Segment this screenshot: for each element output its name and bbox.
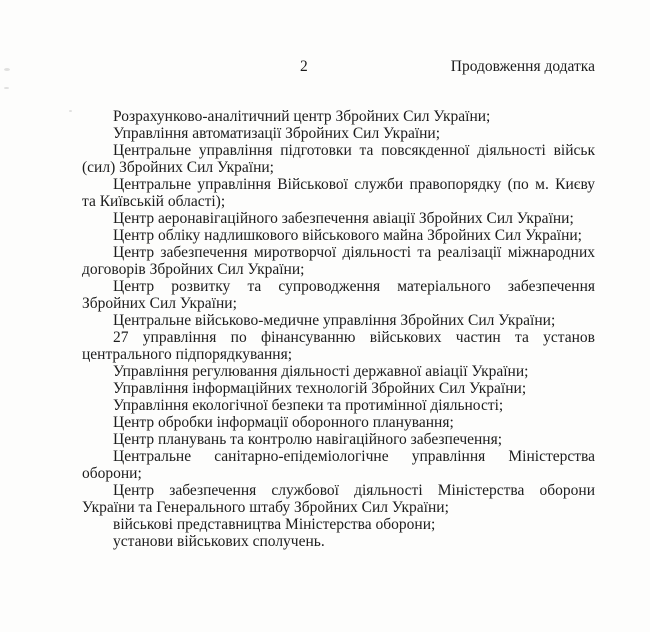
paragraph: Управління автоматизації Збройних Сил України; <box>113 125 441 142</box>
document-body <box>82 108 595 550</box>
scan-artifact <box>4 68 10 71</box>
paragraph: Центральне санітарно-епідеміологічне управління Міністерства оборони; <box>82 448 595 482</box>
paragraph: Центральне управління підготовки та повсякденної діяльності військ (сил) Збройних Сил України; <box>82 142 595 176</box>
paragraph: Центр обробки інформації оборонного планування; <box>113 414 454 431</box>
paragraph: 27 управління по фінансуванню військових частин та установ центрального підпорядкування; <box>82 329 595 363</box>
scan-artifact <box>4 87 9 89</box>
paragraph: Центр аеронавігаційного забезпечення авіації Збройних Сил України; <box>113 210 574 227</box>
paragraph: Центр планувань та контролю навігаційного забезпечення; <box>113 431 503 448</box>
paragraph: Управління інформаційних технологій Збройних Сил України; <box>113 380 527 397</box>
paragraph: установи військових сполучень. <box>113 533 325 550</box>
paragraph: Центр обліку надлишкового військового майна Збройних Сил України; <box>113 227 582 244</box>
scan-artifact <box>69 110 72 112</box>
page-number: 2 <box>300 58 308 75</box>
paragraph: Центральне управління Військової служби правопорядку (по м. Києву та Київській області); <box>82 176 595 210</box>
continuation-note: Продовження додатка <box>450 58 595 75</box>
paragraph: військові представництва Міністерства оборони; <box>113 516 436 533</box>
paragraph: Центр забезпечення миротворчої діяльності та реалізації міжнародних договорів Збройних Сил України; <box>82 244 595 278</box>
paragraph: Центр забезпечення службової діяльності Міністерства оборони України та Генерального штабу Збройних Сил України; <box>82 482 595 516</box>
paragraph: Розрахунково-аналітичний центр Збройних Сил України; <box>113 108 491 125</box>
paragraph: Управління регулювання діяльності державної авіації України; <box>113 363 529 380</box>
paragraph: Центральне військово-медичне управління Збройних Сил України; <box>113 312 556 329</box>
paragraph: Управління екологічної безпеки та протимінної діяльності; <box>113 397 504 414</box>
paragraph: Центр розвитку та супроводження матеріального забезпечення Збройних Сил України; <box>82 278 595 312</box>
